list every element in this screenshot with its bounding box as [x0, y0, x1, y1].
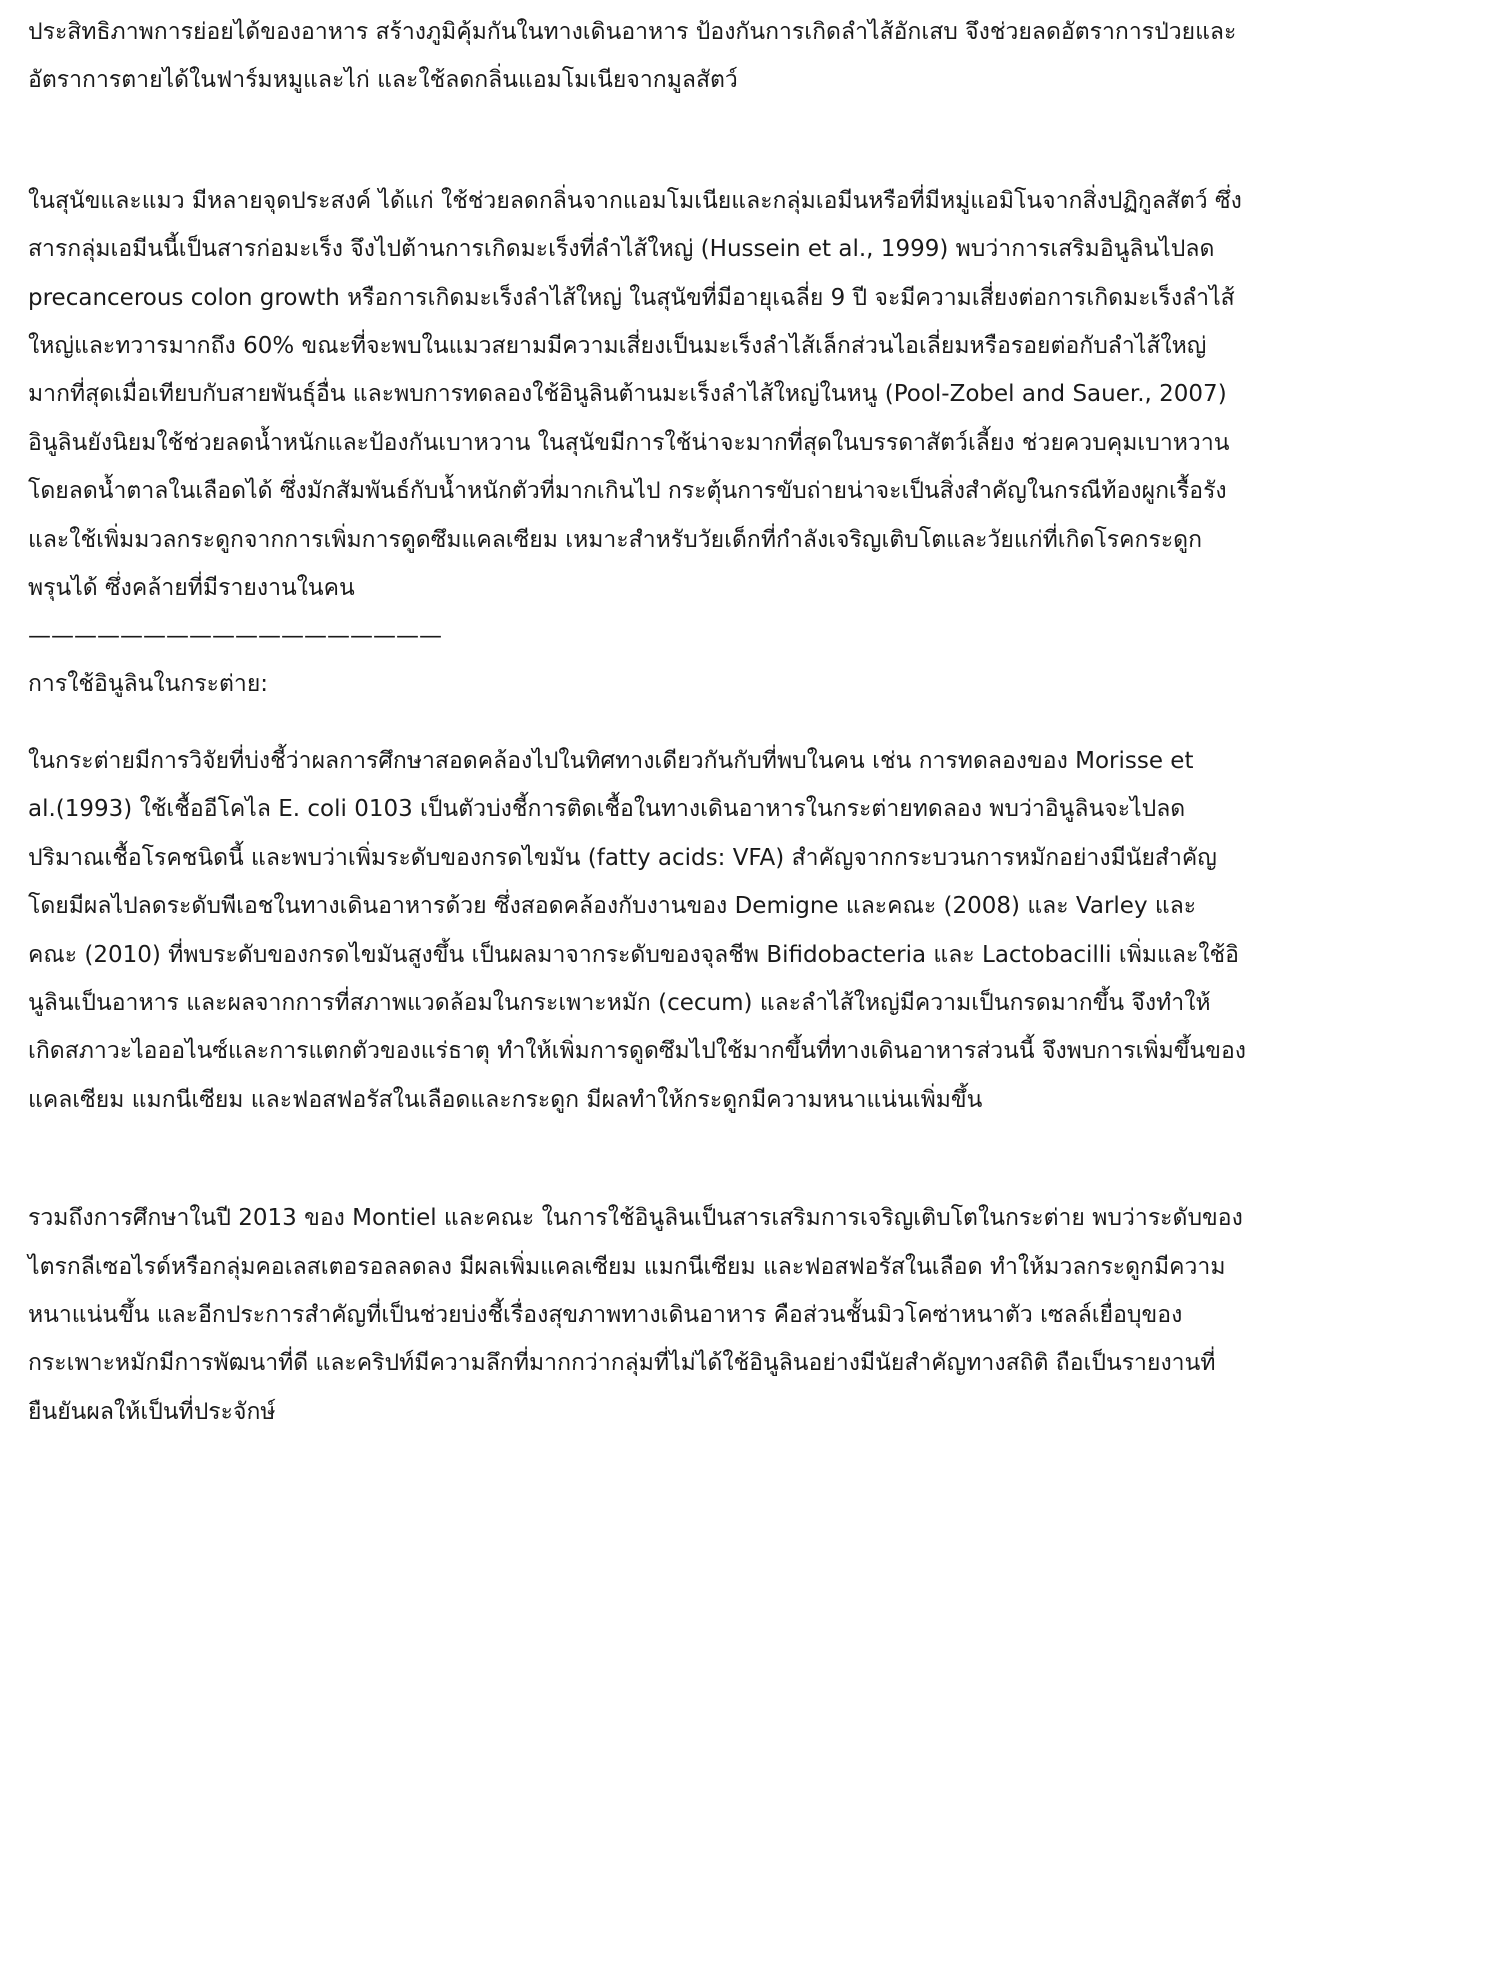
text-line: โดยมีผลไปลดระดับพีเอชในทางเดินอาหารด้วย ซึ่งสอดคล้องกับงานของ Demigne และคณะ (2008) และ Varley และ	[28, 893, 1197, 920]
text-line: ประสิทธิภาพการย่อยได้ของอาหาร สร้างภูมิคุ้มกันในทางเดินอาหาร ป้องกันการเกิดลำไส้อักเสบ จึงช่วยลดอัตราการป่วยและ	[28, 19, 1237, 45]
text-line: ใหญ่และทวารมากถึง 60% ขณะที่จะพบในแมวสยามมีความเสี่ยงเป็นมะเร็งลำไส้เล็กส่วนไอเลี่ยมหรือรอยต่อกับลำไส้ใหญ่	[28, 333, 1207, 360]
text-line: รวมถึงการศึกษาในปี 2013 ของ Montiel และคณะ ในการใช้อินูลินเป็นสารเสริมการเจริญเติบโตในกระต่าย พบว่าระดับของ	[28, 1205, 1243, 1232]
text-line: กระเพาะหมักมีการพัฒนาที่ดี และคริปท์มีความลึกที่มากกว่ากลุ่มที่ไม่ได้ใช้อินูลินอย่างมีนัยสำคัญทางสถิติ ถือเป็นรายงานที่	[28, 1350, 1216, 1377]
text-line: มากที่สุดเมื่อเทียบกับสายพันธุ์อื่น และพบการทดลองใช้อินูลินต้านมะเร็งลำไส้ใหญ่ในหนู (Pool-Zobel and Sauer., 2007)	[28, 381, 1227, 408]
text-line: นูลินเป็นอาหาร และผลจากการที่สภาพแวดล้อมในกระเพาะหมัก (cecum) และลำไส้ใหญ่มีความเป็นกรดมากขึ้น จึงทำให้	[28, 989, 1211, 1016]
text-line: อินูลินยังนิยมใช้ช่วยลดน้ำหนักและป้องกันเบาหวาน ในสุนัขมีการใช้น่าจะมากที่สุดในบรรดาสัตว์เลี้ยง ช่วยควบคุมเบาหวาน	[28, 429, 1230, 456]
paragraph-rabbits	[28, 737, 1468, 1124]
paragraph-dogs-cats	[28, 177, 1468, 613]
document-page	[28, 8, 1468, 1436]
text-line: และใช้เพิ่มมวลกระดูกจากการเพิ่มการดูดซึมแคลเซียม เหมาะสำหรับวัยเด็กที่กำลังเจริญเติบโตและวัยแก่ที่เกิดโรคกระดูก	[28, 526, 1203, 553]
heading-text: การใช้อินูลินในกระต่าย:	[28, 671, 269, 698]
text-line: พรุนได้ ซึ่งคล้ายที่มีรายงานในคน	[28, 575, 355, 602]
text-line: โดยลดน้ำตาลในเลือดได้ ซึ่งมักสัมพันธ์กับน้ำหนักตัวที่มากเกินไป กระตุ้นการขับถ่ายน่าจะเป็นสิ่งสำคัญในกรณีท้องผูกเรื้อรัง	[28, 478, 1227, 505]
text-line: สารกลุ่มเอมีนนี้เป็นสารก่อมะเร็ง จึงไปต้านการเกิดมะเร็งที่ลำไส้ใหญ่ (Hussein et al., 1999) พบว่าการเสริมอินูลินไปลด	[28, 236, 1215, 263]
text-line: ในสุนัขและแมว มีหลายจุดประสงค์ ได้แก่ ใช้ช่วยลดกลิ่นจากแอมโมเนียและกลุ่มเอมีนหรือที่มีหมู่แอมิโนจากสิ่งปฏิกูลสัตว์ ซึ่ง	[28, 187, 1242, 214]
paragraph-spacer	[28, 1124, 1468, 1194]
text-line: อัตราการตายได้ในฟาร์มหมูและไก่ และใช้ลดกลิ่นแอมโมเนียจากมูลสัตว์	[28, 67, 738, 94]
text-line: ยืนยันผลให้เป็นที่ประจักษ์	[28, 1398, 276, 1425]
section-heading	[28, 660, 1468, 708]
text-line: คณะ (2010) ที่พบระดับของกรดไขมันสูงขึ้น เป็นผลมาจากระดับของจุลชีพ Bifidobacteria และ Lactobacilli เพิ่มและใช้อิ	[28, 941, 1239, 968]
text-line: หนาแน่นขึ้น และอีกประการสำคัญที่เป็นช่วยบ่งชี้เรื่องสุขภาพทางเดินอาหาร คือส่วนชั้นมิวโคซ่าหนาตัว เซลล์เยื่อบุของ	[28, 1301, 1183, 1328]
text-line: precancerous colon growth หรือการเกิดมะเร็งลำไส้ใหญ่ ในสุนัขที่มีอายุเฉลี่ย 9 ปี จะมีความเสี่ยงต่อการเกิดมะเร็งลำไส้	[28, 284, 1235, 311]
paragraph-spacer	[28, 105, 1468, 177]
paragraph-montiel-study	[28, 1194, 1468, 1436]
text-line: al.(1993) ใช้เชื้ออีโคไล E. coli 0103 เป็นตัวบ่งชี้การติดเชื้อในทางเดินอาหารในกระต่ายทดลอง พบว่าอินูลินจะไปลด	[28, 796, 1186, 823]
text-line: เกิดสภาวะไอออไนซ์และการแตกตัวของแร่ธาตุ ทำให้เพิ่มการดูดซึมไปใช้มากขึ้นที่ทางเดินอาหารส่วนนี้ จึงพบการเพิ่มขึ้นของ	[28, 1038, 1247, 1065]
text-line: แคลเซียม แมกนีเซียม และฟอสฟอรัสในเลือดและกระดูก มีผลทำให้กระดูกมีความหนาแน่นเพิ่มขึ้น	[28, 1086, 983, 1113]
paragraph-digestibility	[28, 8, 1468, 105]
paragraph-spacer	[28, 709, 1468, 737]
separator-line: ——————————————————	[28, 623, 442, 650]
text-line: ปริมาณเชื้อโรคชนิดนี้ และพบว่าเพิ่มระดับของกรดไขมัน (fatty acids: VFA) สำคัญจากกระบวนการหมักอย่างมีนัยสำคัญ	[28, 844, 1217, 871]
text-line: ในกระต่ายมีการวิจัยที่บ่งชี้ว่าผลการศึกษาสอดคล้องไปในทิศทางเดียวกันกับที่พบในคน เช่น การทดลองของ Morisse et	[28, 747, 1194, 774]
text-line: ไตรกลีเซอไรด์หรือกลุ่มคอเลสเตอรอลลดลง มีผลเพิ่มแคลเซียม แมกนีเซียม และฟอสฟอรัสในเลือด ทำให้มวลกระดูกมีความ	[28, 1253, 1226, 1280]
